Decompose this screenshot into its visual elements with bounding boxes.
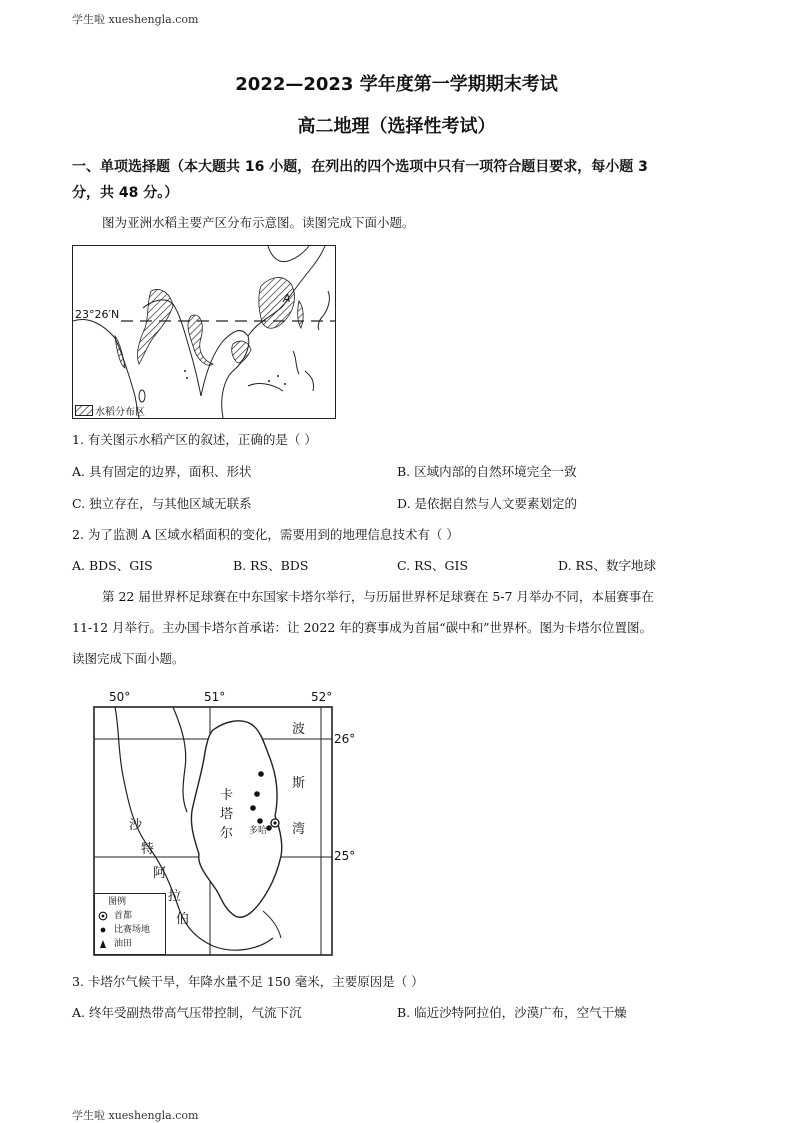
gulf-label-2: 斯: [292, 776, 306, 791]
qatar-label-2: 塔: [220, 807, 234, 822]
q1-stem: 1. 有关图示水稻产区的叙述，正确的是（ ）: [72, 432, 317, 447]
watermark-top: 学生啦 xueshengla.com: [72, 13, 199, 26]
intro-1: 图为亚洲水稻主要产区分布示意图。读图完成下面小题。: [102, 215, 415, 230]
legend-venue-label: 比赛场地: [114, 925, 151, 935]
lon-50-label: 50°: [109, 690, 131, 704]
region-a-label: A: [283, 292, 291, 305]
qatar-map: [86, 688, 366, 968]
lat-25-label: 25°: [334, 849, 356, 863]
q2-option-c[interactable]: C. RS、GIS: [397, 558, 469, 573]
lon-52-label: 52°: [311, 690, 333, 704]
q2-option-d[interactable]: D. RS、数字地球: [558, 558, 656, 573]
oil-field-icon: [98, 939, 110, 949]
q3-option-a[interactable]: A. 终年受副热带高气压带控制，气流下沉: [72, 1005, 302, 1020]
exam-title: 2022—2023 学年度第一学期期末考试: [235, 74, 558, 95]
saudi-label-3: 阿: [153, 866, 167, 881]
intro-2-line1: 第 22 届世界杯足球赛在中东国家卡塔尔举行，与历届世界杯足球赛在 5-7 月举办不同，本届赛事在: [102, 589, 654, 604]
rice-map-drawing: [73, 246, 335, 418]
section-heading-line2: 分，共 48 分。）: [72, 185, 179, 201]
section-heading: [72, 154, 732, 206]
lat-26-label: 26°: [334, 732, 356, 746]
venue-icon: [98, 925, 110, 935]
exam-subtitle: 高二地理（选择性考试）: [297, 116, 496, 137]
lon-51-label: 51°: [204, 690, 226, 704]
q3-stem: 3. 卡塔尔气候干旱，年降水量不足 150 毫米，主要原因是（ ）: [72, 974, 424, 989]
saudi-label-4: 拉: [168, 889, 182, 904]
q3-option-b[interactable]: B. 临近沙特阿拉伯，沙漠广布，空气干燥: [397, 1005, 627, 1020]
rice-map: [72, 245, 336, 419]
gulf-label-3: 湾: [292, 822, 306, 837]
section-heading-line1: 一、单项选择题（本大题共 16 小题，在列出的四个选项中只有一项符合题目要求，每小题 3: [72, 159, 648, 175]
q1-option-a[interactable]: A. 具有固定的边界，面积、形状: [72, 464, 252, 479]
qatar-map-legend: [94, 893, 166, 955]
q2-option-b[interactable]: B. RS、BDS: [233, 558, 309, 573]
qatar-label-3: 尔: [220, 826, 234, 841]
legend-hatch-swatch: [75, 405, 93, 416]
q1-option-d[interactable]: D. 是依据自然与人文要素划定的: [397, 496, 578, 511]
intro-2: [72, 587, 732, 669]
legend-capital-label: 首都: [114, 911, 133, 921]
legend-oil-label: 油田: [114, 939, 133, 949]
q1-option-b[interactable]: B. 区域内部的自然环境完全一致: [397, 464, 577, 479]
intro-2-line3: 读图完成下面小题。: [72, 651, 185, 666]
tropic-label: 23°26′N: [75, 308, 120, 321]
q1-option-c[interactable]: C. 独立存在，与其他区域无联系: [72, 496, 252, 511]
watermark-bottom: 学生啦 xueshengla.com: [72, 1109, 199, 1122]
gulf-label-1: 波: [292, 722, 306, 737]
q2-stem: 2. 为了监测 A 区域水稻面积的变化，需要用到的地理信息技术有（ ）: [72, 527, 459, 542]
qatar-label-1: 卡: [220, 788, 234, 803]
doha-label: 多哈: [249, 826, 268, 836]
rice-map-legend: [75, 403, 145, 418]
intro-2-line2: 11-12 月举行。主办国卡塔尔首承诺：让 2022 年的赛事成为首届“碳中和”世界杯。图为卡塔尔位置图。: [72, 620, 653, 635]
legend-title: 图例: [108, 897, 127, 907]
q2-option-a[interactable]: A. BDS、GIS: [72, 558, 153, 573]
saudi-label-5: 伯: [176, 912, 190, 927]
capital-icon: [98, 911, 110, 921]
legend-rice-label: 水稻分布区: [95, 407, 145, 418]
saudi-label-1: 沙: [129, 818, 143, 833]
saudi-label-2: 特: [141, 842, 155, 857]
